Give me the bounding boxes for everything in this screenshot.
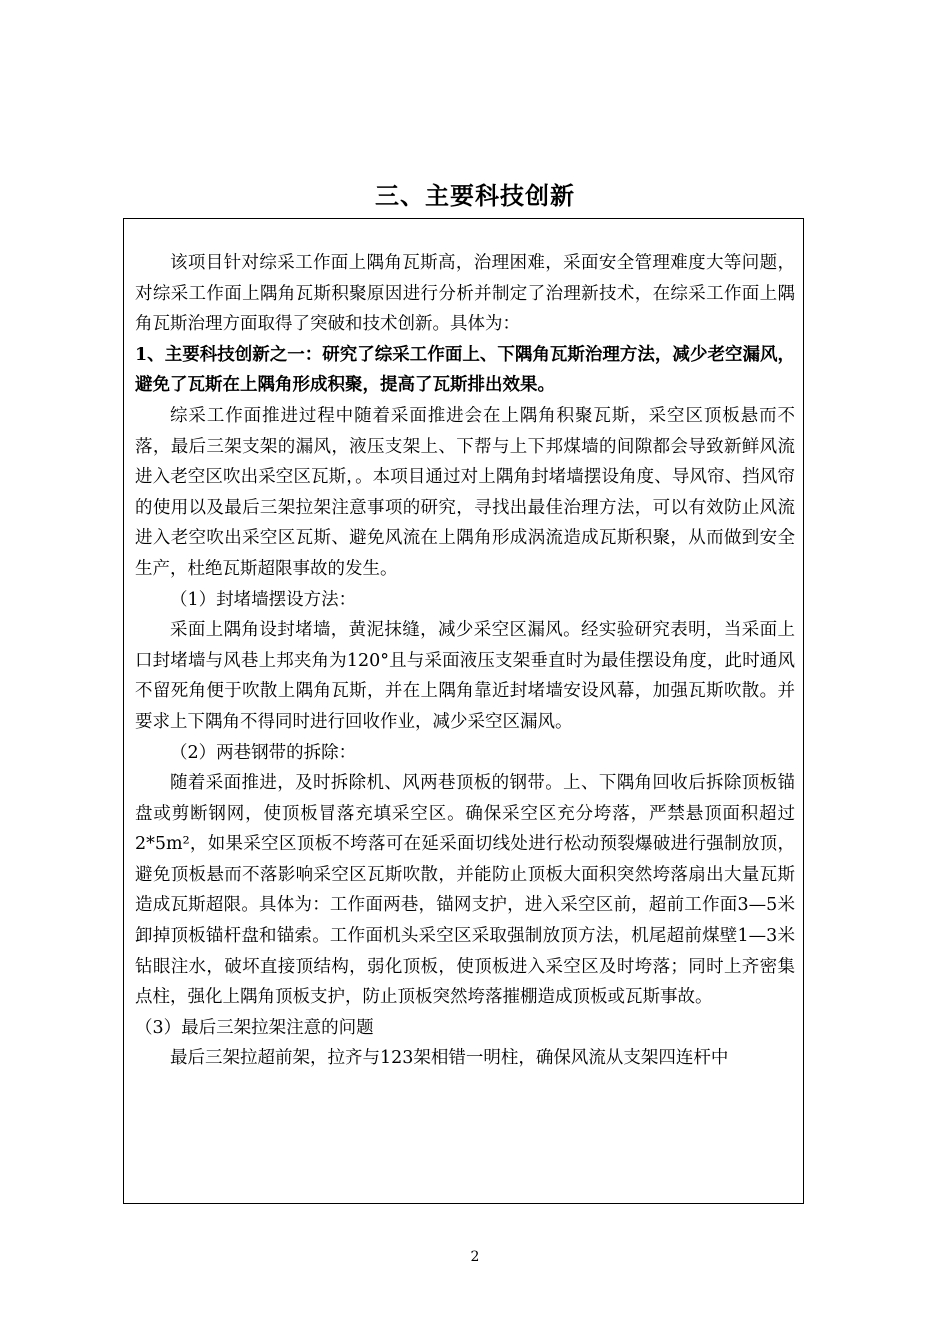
innovation-heading: 1、主要科技创新之一：研究了综采工作面上、下隅角瓦斯治理方法，减少老空漏风，避免了瓦斯在上隅角形成积聚，提高了瓦斯排出效果。	[135, 344, 795, 396]
intro-paragraph: 该项目针对综采工作面上隅角瓦斯高，治理困难，采面安全管理难度大等问题，对综采工作面上隅角瓦斯积聚原因进行分析并制定了治理新技术，在综采工作面上隅角瓦斯治理方面取得了突破和技术创新。具体为：	[135, 253, 795, 335]
page-number: 2	[470, 1249, 480, 1265]
blocking-wall-paragraph: 采面上隅角设封堵墙，黄泥抹缝，减少采空区漏风。经实验研究表明，当采面上口封堵墙与风巷上邦夹角为120°且与采面液压支架垂直时为最佳摆设角度，此时通风不留死角便于吹散上隅角瓦斯，并在上隅角靠近封堵墙安设风幕，加强瓦斯吹散。并要求上下隅角不得同时进行回收作业，减少采空区漏风。	[135, 620, 795, 732]
content-body	[135, 248, 795, 1074]
subheading-blocking-wall: （1）封堵墙摆设方法：	[170, 589, 357, 610]
innovation-description-paragraph: 综采工作面推进过程中随着采面推进会在上隅角积聚瓦斯，采空区顶板悬而不落，最后三架支架的漏风，液压支架上、下帮与上下邦煤墙的间隙都会导致新鲜风流进入老空区吹出采空区瓦斯，。本项目通过对上隅角封堵墙摆设角度、导风帘、挡风帘的使用以及最后三架拉架注意事项的研究，寻找出最佳治理方法，可以有效防止风流进入老空吹出采空区瓦斯、避免风流在上隅角形成涡流造成瓦斯积聚，从而做到安全生产，杜绝瓦斯超限事故的发生。	[135, 405, 795, 579]
subheading-steel-band-removal: （2）两巷钢带的拆除：	[170, 742, 357, 763]
content-box	[123, 218, 804, 1204]
steel-band-removal-paragraph: 随着采面推进，及时拆除机、风两巷顶板的钢带。上、下隅角回收后拆除顶板锚盘或剪断钢网，使顶板冒落充填采空区。确保采空区充分垮落，严禁悬顶面积超过2*5m²，如果采空区顶板不垮落可在延采面切线处进行松动预裂爆破进行强制放顶，避免顶板悬而不落影响采空区瓦斯吹散，并能防止顶板大面积突然垮落扇出大量瓦斯造成瓦斯超限。具体为：工作面两巷，锚网支护，进入采空区前，超前工作面3—5米卸掉顶板锚杆盘和锚索。工作面机头采空区采取强制放顶方法，机尾超前煤壁1—3米钻眼注水，破坏直接顶结构，弱化顶板，使顶板进入采空区及时垮落；同时上齐密集点柱，强化上隅角顶板支护，防止顶板突然垮落摧棚造成顶板或瓦斯事故。	[135, 773, 795, 1008]
last-three-supports-paragraph: 最后三架拉超前架，拉齐与123架相错一明柱，确保风流从支架四连杆中	[170, 1048, 729, 1069]
page-title: 三、主要科技创新	[375, 181, 575, 210]
subheading-last-three-supports: （3）最后三架拉架注意的问题	[135, 1017, 374, 1038]
